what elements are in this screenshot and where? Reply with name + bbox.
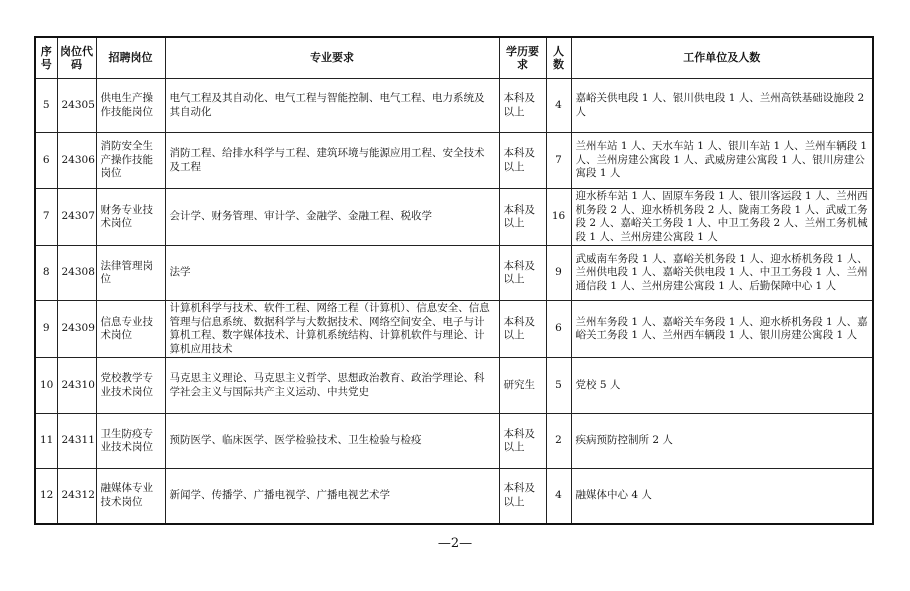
table-row: [35, 246, 873, 301]
table-row: [35, 301, 873, 358]
header-post: 招聘岗位: [96, 37, 165, 79]
cell-post-code: 24312: [57, 469, 96, 524]
cell-serial: 7: [35, 189, 57, 246]
table-row: [35, 358, 873, 414]
cell-count: 6: [546, 301, 571, 358]
cell-units: 武威南车务段 1 人、嘉峪关机务段 1 人、迎水桥机务段 1 人、兰州供电段 1 人、嘉峪关供电段 1 人、中卫工务段 1 人、兰州通信段 1 人、兰州房建公寓段 1 人、后勤保障中心 1 人: [571, 246, 873, 301]
cell-major: 预防医学、临床医学、医学检验技术、卫生检验与检疫: [165, 414, 499, 469]
cell-post: 财务专业技术岗位: [96, 189, 165, 246]
cell-serial: 12: [35, 469, 57, 524]
cell-post-code: 24311: [57, 414, 96, 469]
cell-education: 本科及以上: [499, 414, 546, 469]
header-units: 工作单位及人数: [571, 37, 873, 79]
cell-post-code: 24305: [57, 79, 96, 133]
cell-post-code: 24306: [57, 133, 96, 189]
recruitment-table-container: [34, 36, 872, 525]
cell-post: 卫生防疫专业技术岗位: [96, 414, 165, 469]
table-row: [35, 79, 873, 133]
cell-education: 本科及以上: [499, 469, 546, 524]
cell-post: 供电生产操作技能岗位: [96, 79, 165, 133]
table-row: [35, 133, 873, 189]
header-education: 学历要求: [499, 37, 546, 79]
cell-serial: 8: [35, 246, 57, 301]
cell-post-code: 24308: [57, 246, 96, 301]
cell-major: 消防工程、给排水科学与工程、建筑环境与能源应用工程、安全技术及工程: [165, 133, 499, 189]
cell-education: 本科及以上: [499, 246, 546, 301]
cell-count: 7: [546, 133, 571, 189]
cell-major: 新闻学、传播学、广播电视学、广播电视艺术学: [165, 469, 499, 524]
cell-serial: 9: [35, 301, 57, 358]
cell-education: 本科及以上: [499, 301, 546, 358]
cell-major: 法学: [165, 246, 499, 301]
cell-units: 党校 5 人: [571, 358, 873, 414]
header-post-code: 岗位代码: [57, 37, 96, 79]
cell-post-code: 24310: [57, 358, 96, 414]
cell-count: 2: [546, 414, 571, 469]
cell-serial: 5: [35, 79, 57, 133]
header-major: 专业要求: [165, 37, 499, 79]
cell-units: 融媒体中心 4 人: [571, 469, 873, 524]
cell-education: 本科及以上: [499, 133, 546, 189]
cell-count: 5: [546, 358, 571, 414]
cell-units: 兰州车务段 1 人、嘉峪关车务段 1 人、迎水桥机务段 1 人、嘉峪关工务段 1 人、兰州西车辆段 1 人、银川房建公寓段 1 人: [571, 301, 873, 358]
cell-post-code: 24309: [57, 301, 96, 358]
cell-major: 会计学、财务管理、审计学、金融学、金融工程、税收学: [165, 189, 499, 246]
header-row: [35, 37, 873, 79]
cell-units: 迎水桥车站 1 人、固原车务段 1 人、银川客运段 1 人、兰州西机务段 2 人、迎水桥机务段 2 人、陇南工务段 1 人、武威工务段 2 人、嘉峪关工务段 1 人、中卫工务段 2 人、兰州工务机械段 1 人、兰州房建公寓段 1 人: [571, 189, 873, 246]
cell-education: 本科及以上: [499, 79, 546, 133]
cell-post-code: 24307: [57, 189, 96, 246]
page-number: —2—: [437, 536, 473, 551]
cell-major: 电气工程及其自动化、电气工程与智能控制、电气工程、电力系统及其自动化: [165, 79, 499, 133]
cell-post: 法律管理岗位: [96, 246, 165, 301]
cell-count: 16: [546, 189, 571, 246]
cell-major: 计算机科学与技术、软件工程、网络工程（计算机）、信息安全、信息管理与信息系统、数据科学与大数据技术、网络空间安全、电子与计算机工程、数字媒体技术、计算机系统结构、计算机软件与理论、计算机应用技术: [165, 301, 499, 358]
cell-serial: 10: [35, 358, 57, 414]
table-row: [35, 469, 873, 524]
cell-units: 兰州车站 1 人、天水车站 1 人、银川车站 1 人、兰州车辆段 1 人、兰州房建公寓段 1 人、武威房建公寓段 1 人、银川房建公寓段 1 人: [571, 133, 873, 189]
cell-post: 融媒体专业技术岗位: [96, 469, 165, 524]
table-row: [35, 189, 873, 246]
cell-count: 4: [546, 469, 571, 524]
cell-education: 本科及以上: [499, 189, 546, 246]
cell-units: 嘉峪关供电段 1 人、银川供电段 1 人、兰州高铁基础设施段 2 人: [571, 79, 873, 133]
header-count: 人数: [546, 37, 571, 79]
cell-post: 党校教学专业技术岗位: [96, 358, 165, 414]
cell-post: 消防安全生产操作技能岗位: [96, 133, 165, 189]
cell-count: 4: [546, 79, 571, 133]
recruitment-table: [34, 36, 874, 525]
header-serial: 序号: [35, 37, 57, 79]
cell-major: 马克思主义理论、马克思主义哲学、思想政治教育、政治学理论、科学社会主义与国际共产主义运动、中共党史: [165, 358, 499, 414]
cell-education: 研究生: [499, 358, 546, 414]
cell-units: 疾病预防控制所 2 人: [571, 414, 873, 469]
table-row: [35, 414, 873, 469]
cell-count: 9: [546, 246, 571, 301]
cell-post: 信息专业技术岗位: [96, 301, 165, 358]
cell-serial: 6: [35, 133, 57, 189]
cell-serial: 11: [35, 414, 57, 469]
